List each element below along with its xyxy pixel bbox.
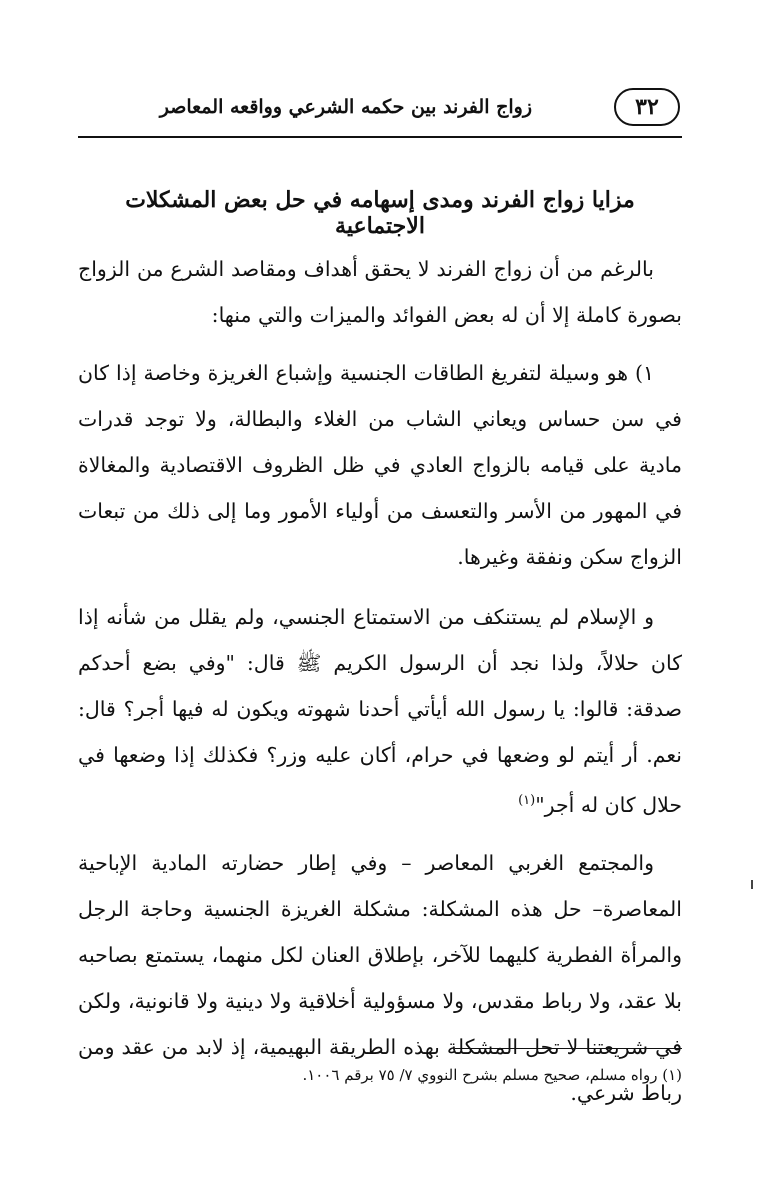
- body-text: [78, 246, 682, 1116]
- page-edge-mark: [751, 880, 753, 889]
- footnote-reference[interactable]: (١): [518, 793, 536, 808]
- paragraph-point-1: ١) هو وسيلة لتفريغ الطاقات الجنسية وإشباع الغريزة وخاصة إذا كان في سن حساس ويعاني الشاب من الغلاء والبطالة، ولا توجد قدرات مادية على قيامه بالزواج العادي في ظل الظروف الاقتصادية والمغالاة في المهور من الأسر والتعسف من أولياء الأمور وما إلى ذلك من تبعات الزواج سكن ونفقة وغيرها.: [78, 361, 682, 569]
- section-heading: مزايا زواج الفرند ومدى إسهامه في حل بعض المشكلات الاجتماعية: [125, 187, 635, 239]
- page-number-badge: [614, 88, 680, 126]
- running-title: زواج الفرند بين حكمه الشرعي وواقعه المعاصر: [159, 96, 532, 118]
- paragraph-western-society: والمجتمع الغربي المعاصر – وفي إطار حضارته المادية الإباحية المعاصرة– حل هذه المشكلة: مشكلة الغريزة الجنسية وحاجة الرجل والمرأة الفطرية كليهما للآخر، بإطلاق العنان لكل منهما، يستمتع بصاحبه بلا عقد، ولا رباط مقدس، ولا مسؤولية أخلاقية ولا دينية ولا قانونية، ولكن في شريعتنا لا تحل المشكلة بهذه الطريقة البهيمية، إذ لابد من عقد ومن رباط شرعي.: [78, 850, 682, 1105]
- paragraph-intro: بالرغم من أن زواج الفرند لا يحقق أهداف ومقاصد الشرع من الزواج بصورة كاملة إلا أن له بعض الفوائد والميزات والتي منها:: [78, 257, 682, 327]
- hadith-text: و الإسلام لم يستنكف من الاستمتاع الجنسي، ولم يقلل من شأنه إذا كان حلالاً، ولذا نجد أن الرسول الكريم ﷺ قال: ‌"وفي بضع أحدكم صدقة: قالوا: يا رسول الله أيأتي أحدنا شهوته ويكون له فيها أجر؟ قال: نعم. أر أيتم لو وضعها في حرام، أكان عليه وزر؟ فكذلك إذا وضعها في حلال كان له أجر": [78, 605, 682, 817]
- paragraph-hadith: [78, 594, 682, 828]
- footnote: (١) رواه مسلم، صحيح مسلم بشرح النووي ٧/ ٧٥ برقم ١٠٠٦.: [302, 1066, 682, 1084]
- page-header: [78, 82, 682, 138]
- page-number: ٣٢: [635, 94, 659, 120]
- footnote-divider: [455, 1048, 682, 1049]
- header-divider: [78, 136, 682, 138]
